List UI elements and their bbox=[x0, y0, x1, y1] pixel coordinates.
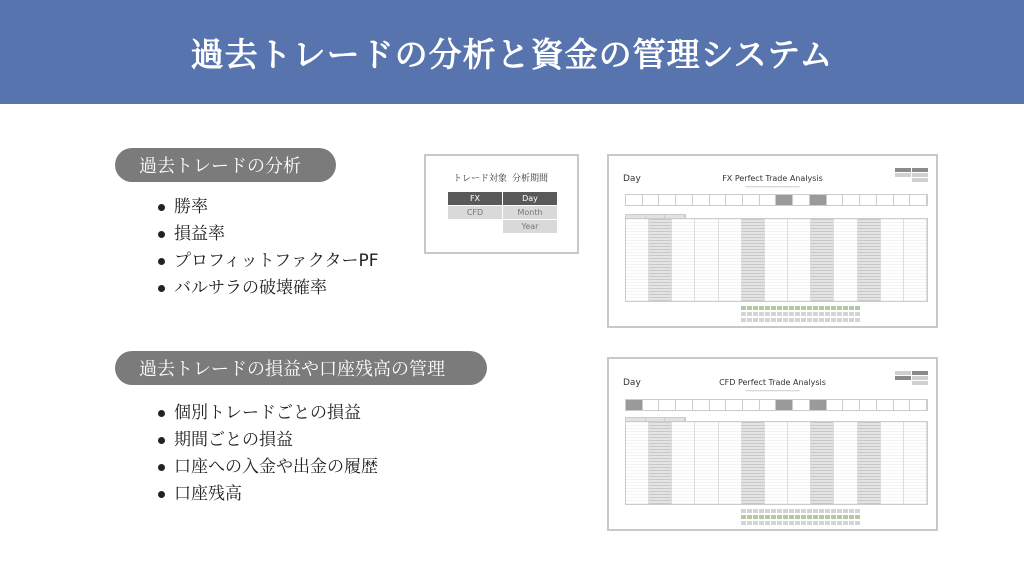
year-button[interactable] bbox=[912, 178, 928, 182]
management-list bbox=[158, 400, 378, 508]
section-pill-analysis: 過去トレードの分析 bbox=[115, 148, 336, 182]
calendar-strip-3 bbox=[741, 521, 861, 525]
period-header: 分析期間 bbox=[512, 174, 549, 184]
list-item: 損益率 bbox=[158, 221, 378, 248]
analysis-list bbox=[158, 194, 378, 302]
header-banner bbox=[0, 0, 1024, 104]
day-button[interactable] bbox=[912, 371, 928, 375]
day-button[interactable] bbox=[912, 168, 928, 172]
cfd-button[interactable] bbox=[895, 376, 911, 380]
sheet-title: CFD Perfect Trade Analysis bbox=[719, 378, 826, 387]
sheet-subtitle: ━━━━━━━━━━━━━━━━━━━━━━━━━━━━━━ bbox=[745, 389, 800, 393]
calendar-strip bbox=[741, 306, 861, 310]
trade-log-table bbox=[625, 421, 928, 505]
summary-table bbox=[625, 399, 928, 411]
fx-button[interactable] bbox=[895, 371, 911, 375]
target-option-fx[interactable]: FX bbox=[448, 192, 502, 205]
sheet-title: FX Perfect Trade Analysis bbox=[722, 174, 823, 183]
calendar-strip-3 bbox=[741, 318, 861, 322]
target-option-cfd[interactable]: CFD bbox=[448, 206, 502, 219]
list-item: プロフィットファクターPF bbox=[158, 248, 378, 275]
target-header: トレード対象 bbox=[453, 174, 508, 184]
list-item: 勝率 bbox=[158, 194, 378, 221]
list-item: 口座残高 bbox=[158, 481, 378, 508]
trade-log-table bbox=[625, 218, 928, 302]
calendar-strip bbox=[741, 509, 861, 513]
calendar-strip-2 bbox=[741, 312, 861, 316]
list-item: 口座への入金や出金の履歴 bbox=[158, 454, 378, 481]
month-button[interactable] bbox=[912, 376, 928, 380]
list-item: 期間ごとの損益 bbox=[158, 427, 378, 454]
page-title: 過去トレードの分析と資金の管理システム bbox=[190, 34, 834, 74]
period-label: Day bbox=[623, 378, 641, 388]
list-item: バルサラの破壊確率 bbox=[158, 275, 378, 302]
fx-analysis-screenshot bbox=[607, 154, 938, 328]
month-button[interactable] bbox=[912, 173, 928, 177]
fx-button[interactable] bbox=[895, 168, 911, 172]
sheet-subtitle: ━━━━━━━━━━━━━━━━━━━━━━━━━━━━━━ bbox=[745, 185, 800, 189]
section-pill-management: 過去トレードの損益や口座残高の管理 bbox=[115, 351, 487, 385]
period-option-year[interactable]: Year bbox=[503, 220, 557, 233]
selector-panel bbox=[424, 154, 579, 254]
period-option-day[interactable]: Day bbox=[503, 192, 557, 205]
cfd-analysis-screenshot bbox=[607, 357, 938, 531]
list-item: 個別トレードごとの損益 bbox=[158, 400, 378, 427]
calendar-strip-2 bbox=[741, 515, 861, 519]
summary-table bbox=[625, 194, 928, 206]
year-button[interactable] bbox=[912, 381, 928, 385]
cfd-button[interactable] bbox=[895, 173, 911, 177]
period-label: Day bbox=[623, 174, 641, 184]
period-option-month[interactable]: Month bbox=[503, 206, 557, 219]
